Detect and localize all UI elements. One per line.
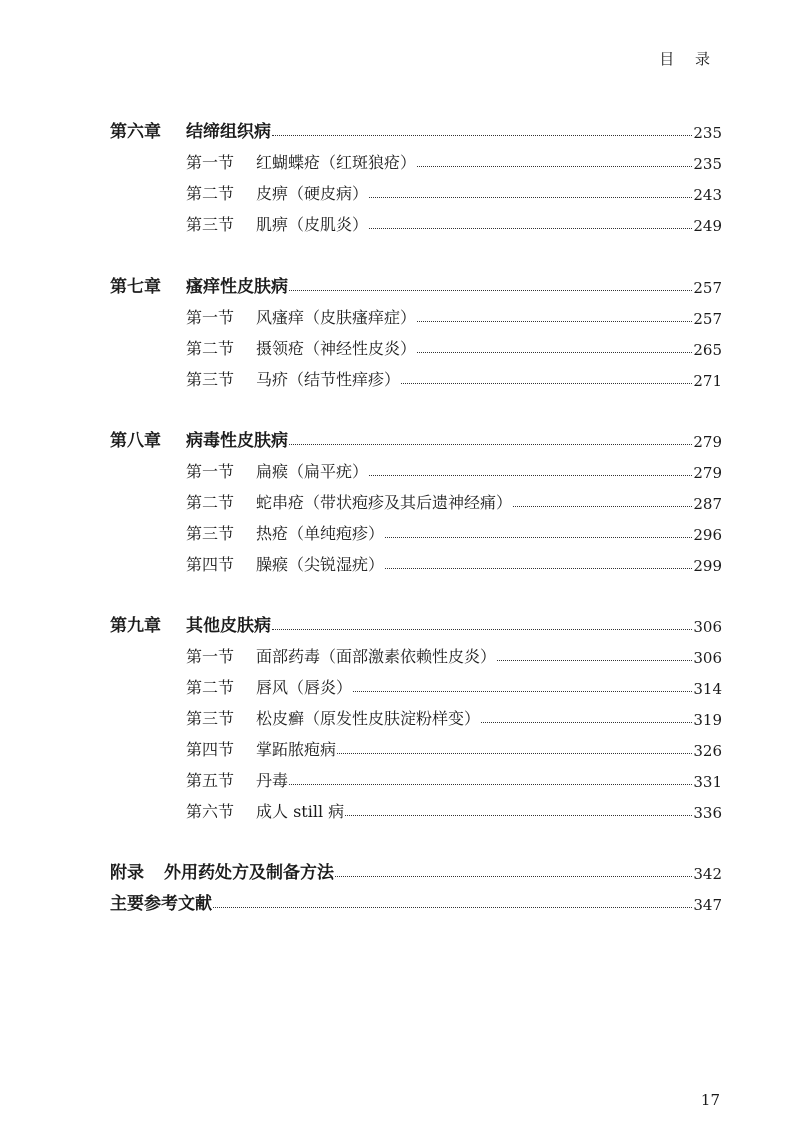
section-number: 第二节 (186, 339, 235, 358)
page-ref: 279 (693, 464, 722, 482)
page-ref: 257 (693, 279, 722, 297)
toc-section-row[interactable] (0, 703, 800, 729)
toc-section-row[interactable] (0, 147, 800, 173)
dot-leader (497, 659, 692, 661)
section-number: 第四节 (186, 555, 235, 574)
toc-appendix-row[interactable] (0, 857, 800, 883)
section-title: 丹毒 (256, 771, 289, 790)
page-ref: 235 (693, 124, 722, 142)
section-number: 第三节 (186, 215, 235, 234)
toc-section-row[interactable] (0, 178, 800, 204)
dot-leader (401, 382, 692, 384)
page-ref: 257 (693, 310, 722, 328)
toc-section-row[interactable] (0, 364, 800, 390)
section-number: 第六节 (186, 802, 235, 821)
appendix-label: 附录 (110, 863, 144, 883)
dot-leader (385, 536, 692, 538)
toc-chapter-row[interactable] (0, 610, 800, 636)
toc-section-row[interactable] (0, 209, 800, 235)
section-number: 第二节 (186, 678, 235, 697)
page-ref: 249 (693, 217, 722, 235)
dot-leader (337, 752, 692, 754)
section-title: 风瘙痒（皮肤瘙痒症） (256, 308, 417, 327)
toc-section-row[interactable] (0, 765, 800, 791)
page-number: 17 (700, 1091, 720, 1109)
section-title: 松皮癣（原发性皮肤淀粉样变） (256, 709, 481, 728)
dot-leader (289, 783, 692, 785)
toc-references-row[interactable] (0, 888, 800, 914)
dot-leader (385, 567, 692, 569)
page-ref: 326 (693, 742, 722, 760)
running-header: 目 录 (659, 50, 718, 68)
toc-section-row[interactable] (0, 333, 800, 359)
chapter-number: 第六章 (110, 122, 161, 142)
section-number: 第三节 (186, 709, 235, 728)
chapter-title: 结缔组织病 (186, 122, 271, 142)
toc-section-row[interactable] (0, 641, 800, 667)
page-ref: 279 (693, 433, 722, 451)
section-number: 第一节 (186, 153, 235, 172)
page-ref: 336 (693, 804, 722, 822)
chapter-title: 其他皮肤病 (186, 616, 271, 636)
section-number: 第一节 (186, 308, 235, 327)
page-ref: 296 (693, 526, 722, 544)
dot-leader (272, 628, 692, 630)
page-ref: 265 (693, 341, 722, 359)
dot-leader (289, 289, 692, 291)
page-ref: 347 (693, 896, 722, 914)
section-title: 臊瘊（尖锐湿疣） (256, 555, 385, 574)
toc-section-row[interactable] (0, 672, 800, 698)
page-ref: 243 (693, 186, 722, 204)
dot-leader (213, 906, 692, 908)
section-number: 第一节 (186, 647, 235, 666)
toc-section-row[interactable] (0, 796, 800, 822)
page-ref: 306 (693, 618, 722, 636)
toc-chapter-row[interactable] (0, 116, 800, 142)
section-number: 第一节 (186, 462, 235, 481)
section-title: 马疥（结节性痒疹） (256, 370, 401, 389)
page-ref: 306 (693, 649, 722, 667)
dot-leader (513, 505, 692, 507)
section-number: 第二节 (186, 184, 235, 203)
toc-section-row[interactable] (0, 518, 800, 544)
page-ref: 271 (693, 372, 722, 390)
section-number: 第四节 (186, 740, 235, 759)
section-title: 热疮（单纯疱疹） (256, 524, 385, 543)
chapter-title: 病毒性皮肤病 (186, 431, 288, 451)
dot-leader (353, 690, 692, 692)
dot-leader (369, 227, 692, 229)
dot-leader (369, 196, 692, 198)
section-number: 第五节 (186, 771, 235, 790)
dot-leader (335, 875, 692, 877)
section-title: 摄领疮（神经性皮炎） (256, 339, 417, 358)
toc-section-row[interactable] (0, 734, 800, 760)
references-title: 主要参考文献 (110, 894, 212, 914)
section-number: 第三节 (186, 524, 235, 543)
section-number: 第二节 (186, 493, 235, 512)
chapter-title: 瘙痒性皮肤病 (186, 277, 288, 297)
toc-chapter-row[interactable] (0, 425, 800, 451)
page-ref: 319 (693, 711, 722, 729)
appendix-title: 外用药处方及制备方法 (164, 863, 334, 883)
dot-leader (417, 351, 692, 353)
chapter-number: 第九章 (110, 616, 161, 636)
toc-section-row[interactable] (0, 302, 800, 328)
dot-leader (272, 134, 692, 136)
section-title: 面部药毒（面部激素依赖性皮炎） (256, 647, 497, 666)
section-title: 唇风（唇炎） (256, 678, 353, 697)
dot-leader (417, 165, 692, 167)
toc-chapter-row[interactable] (0, 271, 800, 297)
chapter-number: 第八章 (110, 431, 161, 451)
section-title: 扁瘊（扁平疣） (256, 462, 369, 481)
section-number: 第三节 (186, 370, 235, 389)
toc-section-row[interactable] (0, 456, 800, 482)
dot-leader (481, 721, 692, 723)
toc-section-row[interactable] (0, 487, 800, 513)
page-ref: 342 (693, 865, 722, 883)
page-ref: 287 (693, 495, 722, 513)
section-title: 红蝴蝶疮（红斑狼疮） (256, 153, 417, 172)
section-title: 掌跖脓疱病 (256, 740, 337, 759)
dot-leader (289, 443, 692, 445)
section-title: 肌痹（皮肌炎） (256, 215, 369, 234)
dot-leader (369, 474, 692, 476)
page-ref: 299 (693, 557, 722, 575)
page-ref: 331 (693, 773, 722, 791)
dot-leader (345, 814, 692, 816)
section-title: 蛇串疮（带状疱疹及其后遗神经痛） (256, 493, 513, 512)
section-title: 皮痹（硬皮病） (256, 184, 369, 203)
dot-leader (417, 320, 692, 322)
page-ref: 235 (693, 155, 722, 173)
toc-section-row[interactable] (0, 549, 800, 575)
page-ref: 314 (693, 680, 722, 698)
chapter-number: 第七章 (110, 277, 161, 297)
section-title: 成人 still 病 (256, 802, 345, 821)
